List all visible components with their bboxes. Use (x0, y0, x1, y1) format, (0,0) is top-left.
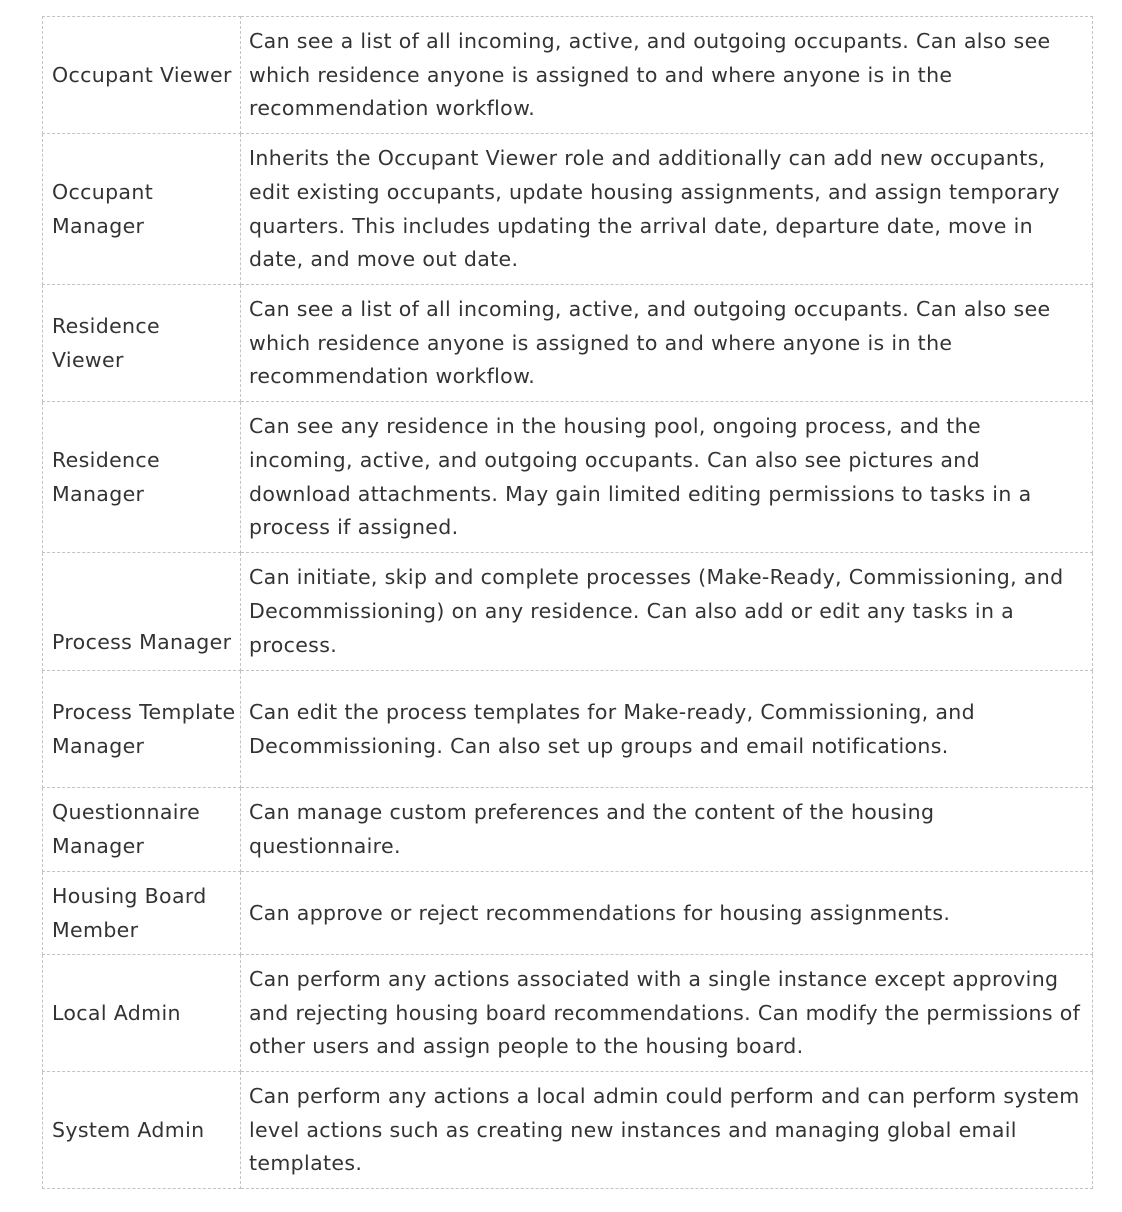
role-description-cell: Can initiate, skip and complete processes (Make-Ready, Commissioning, and Decommissioning) on any residence. Can also add or edit any tasks in a process. (241, 553, 1093, 671)
role-description-cell: Can edit the process templates for Make-ready, Commissioning, and Decommissioning. Can also set up groups and email notifications. (241, 671, 1093, 788)
role-description-cell: Can perform any actions a local admin could perform and can perform system level actions such as creating new instances and managing global email templates. (241, 1072, 1093, 1189)
role-description-cell: Can approve or reject recommendations for housing assignments. (241, 872, 1093, 955)
role-description-cell: Inherits the Occupant Viewer role and additionally can add new occupants, edit existing occupants, update housing assignments, and assign temporary quarters. This includes updating the arrival date, departure date, move in date, and move out date. (241, 134, 1093, 285)
table-row (43, 1072, 1093, 1189)
role-description-cell: Can see a list of all incoming, active, and outgoing occupants. Can also see which residence anyone is assigned to and where anyone is in the recommendation workflow. (241, 17, 1093, 134)
table-row (43, 872, 1093, 955)
role-name-cell: Occupant Manager (43, 134, 241, 285)
role-name-cell: Process Template Manager (43, 671, 241, 788)
table-row (43, 402, 1093, 553)
table-row (43, 788, 1093, 872)
role-name-cell: Process Manager (43, 553, 241, 671)
role-name-cell: Residence Viewer (43, 285, 241, 402)
role-name-cell: Questionnaire Manager (43, 788, 241, 872)
role-name-cell: Local Admin (43, 955, 241, 1072)
role-name-cell: Residence Manager (43, 402, 241, 553)
role-description-cell: Can see any residence in the housing pool, ongoing process, and the incoming, active, and outgoing occupants. Can also see pictures and download attachments. May gain limited editing permissions to tasks in a process if assigned. (241, 402, 1093, 553)
table-row (43, 671, 1093, 788)
table-row (43, 134, 1093, 285)
table-row (43, 17, 1093, 134)
table-row (43, 553, 1093, 671)
role-description-cell: Can manage custom preferences and the content of the housing questionnaire. (241, 788, 1093, 872)
role-description-cell: Can perform any actions associated with a single instance except approving and rejecting housing board recommendations. Can modify the permissions of other users and assign people to the housing board. (241, 955, 1093, 1072)
clipped-heading-fragment (300, 0, 450, 2)
table-row (43, 285, 1093, 402)
table-row (43, 955, 1093, 1072)
roles-permissions-table (42, 16, 1093, 1189)
role-name-cell: System Admin (43, 1072, 241, 1189)
role-description-cell: Can see a list of all incoming, active, and outgoing occupants. Can also see which residence anyone is assigned to and where anyone is in the recommendation workflow. (241, 285, 1093, 402)
role-name-cell: Housing Board Member (43, 872, 241, 955)
role-name-cell: Occupant Viewer (43, 17, 241, 134)
